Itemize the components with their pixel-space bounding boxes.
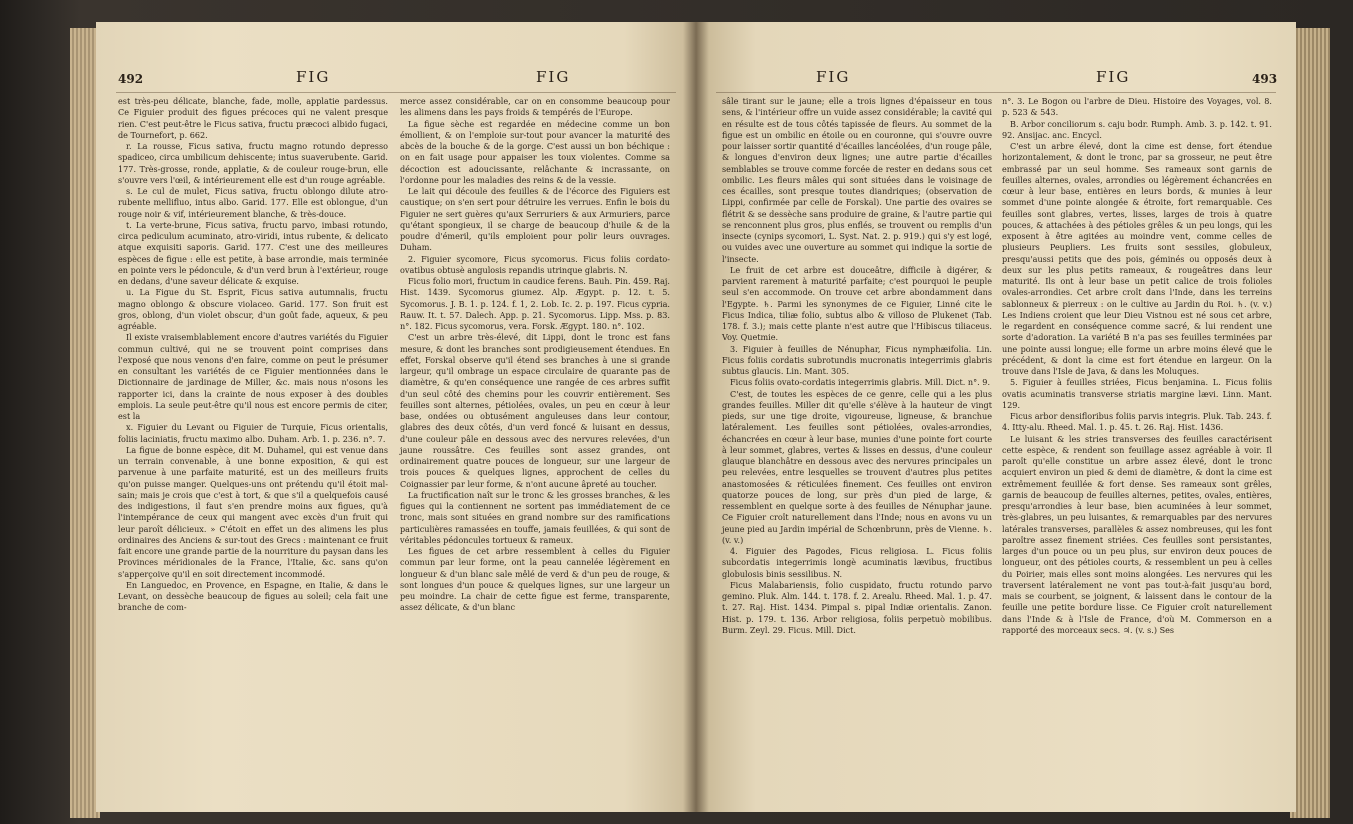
page-number-right: 493 [1252, 72, 1278, 86]
header-rule [716, 92, 1276, 93]
paragraph: 2. Figuier sycomore, Ficus sycomorus. Ficus foliis cordato-ovatibus obtusè angulosis repandis utrinque glabris. N. [400, 253, 670, 275]
paragraph: 3. Figuier à feuilles de Nénuphar, Ficus nymphæifolia. Lin. Ficus foliis cordatis subrotundis mucronatis integerrimis glabris subtus glaucis. Lin. Mant. 305. [722, 343, 992, 376]
paragraph: B. Arbor conciliorum s. caju bodr. Rumph. Amb. 3. p. 142. t. 91. 92. Ansijac. anc. Encycl. [1002, 118, 1272, 140]
paragraph: Le luisant & les stries transverses des feuilles caractérisent cette espèce, & rendent son feuillage assez agréable à voir. Il paroît qu'elle constitue un arbre assez élevé, dont le tronc acquiert environ un pied & demi de diamètre, & dont la cime est extrêmement feuillée & fort dense. Ses rameaux sont grêles, garnis de beaucoup de feuilles alternes, petites, ovales, entières, presqu'arrondies à leur base, bien acuminées à leur sommet, très-glabres, un peu luisantes, & remarquables par des nervures latérales transverses, parallèles & assez nombreuses, qui les font paroître assez finement striées. Ces feuilles sont persistantes, larges d'un pouce ou un peu plus, sur environ deux pouces de longueur, ont des pétioles courts, & ressemblent un peu à celles du Poirier, mais elles sont moins alongées. Les nervures qui les traversent latéralement ne vont pas tout-à-fait jusqu'au bord, mais se courbent, se joignent, & laissent dans le contour de la feuille une petite bordure lisse. Ce Figuier croît naturellement dans l'Inde & à l'Isle de France, d'où M. Commerson en a rapporté des morceaux secs. ♃. (v. s.) Ses [1002, 433, 1272, 635]
paragraph: La figue sèche est regardée en médecine comme un bon émollient, & on l'emploie sur-tout pour avancer la maturité des abcès de la bouche & de la gorge. C'est aussi un bon béchique : on en fait usage pour appaiser les toux violentes. Comme sa décoction est adoucissante, relâchante & incrassante, on l'ordonne pour les maladies des reins & de la vessie. [400, 118, 670, 185]
paragraph: Les figues de cet arbre ressemblent à celles du Figuier commun par leur forme, ont la peau cannelée légèrement en longueur & d'un blanc sale mêlé de verd & d'un peu de rouge, & sont longues d'un pouce & quelques lignes, sur une largeur un peu moindre. La chair de cette figue est ferme, transparente, assez délicate, & d'un blanc [400, 546, 670, 613]
running-header-left-2: FIG [536, 68, 571, 86]
paragraph: t. La verte-brune, Ficus sativa, fructu parvo, imbasi rotundo, circa pediculum acuminato, atro-viridi, intus rubente, & delicato atque exquisiti saporis. Garid. 177. C'est une des meilleures espèces de figue : elle est petite, à base arrondie, mais terminée en pointe vers le pédoncule, & d'un verd brun à l'extérieur, rouge en dedans, d'une saveur délicate & exquise. [118, 219, 388, 286]
header-rule [116, 92, 676, 93]
paragraph: r. La rousse, Ficus sativa, fructu magno rotundo depresso spadiceo, circa umbilicum dehiscente; intus suaverubente. Garid. 177. Très-grosse, ronde, applatie, & de couleur rouge-brun, elle s'ouvre vers l'œil, & intérieurement elle est d'un rouge agréable. [118, 141, 388, 185]
paragraph: La fructification naît sur le tronc & les grosses branches, & les figues qui la contiennent ne sortent pas immédiatement de ce tronc, mais sont situées en grand nombre sur des ramifications particulières ramassées en touffe, jamais feuillées, & qui sont de véritables pédoncules tortueux & rameux. [400, 489, 670, 545]
paragraph: Il existe vraisemblablement encore d'autres variétés du Figuier commun cultivé, qui ne se trouvent point comprises dans l'exposé que nous venons d'en faire, comme on peut le présumer en consultant les variétés de ce Figuier mentionnées dans le Dictionnaire de jardinage de Miller, &c. mais nous n'osons les rapporter ici, dans la crainte de nous exposer à des doubles emplois. La seule peut-être qu'il nous est encore permis de citer, est la [118, 332, 388, 421]
running-header-left-1: FIG [296, 68, 331, 86]
paragraph: Ficus foliis ovato-cordatis integerrimis glabris. Mill. Dict. n°. 9. [730, 377, 991, 388]
paragraph: La figue de bonne espèce, dit M. Duhamel, qui est venue dans un terrain convenable, à une bonne exposition, & qui est parvenue à une parfaite maturité, est un des meilleurs fruits qu'on puisse manger. Quelques-uns ont prétendu qu'il étoit mal-sain; mais je crois que c'est à tort, & que s'il a quelquefois causé des indigestions, il faut s'en prendre moins aux figues, qu'à l'intempérance de ceux qui mangent avec excès d'un fruit qui leur paroît délicieux. » C'étoit en effet un des alimens les plus ordinaires des Anciens & sur-tout des Grecs : maintenant ce fruit fait encore une grande partie de la nourriture du paysan dans les Provinces méridionales de la France, l'Italie, &c. sans qu'on s'apperçoive qu'il en soit directement incommodé. [118, 444, 388, 579]
paragraph: Le fruit de cet arbre est douceâtre, difficile à digérer, & parvient rarement à maturité parfaite; c'est pourquoi le peuple seul s'en accommode. On trouve cet arbre abondamment dans l'Egypte. ♄. Parmi les synonymes de ce Figuier, Linné cite le Ficus Indica, tiliæ folio, subtus albo & villoso de Plukenet (Tab. 178. f. 3.); mais cette plante n'est autre que l'Hibiscus tiliaceus. Voy. Quetmie. [722, 264, 992, 343]
page-number-left: 492 [118, 72, 144, 86]
paragraph: 4. Figuier des Pagodes, Ficus religiosa. L. Ficus foliis subcordatis integerrimis longè acuminatis lævibus, fructibus globulosis binis sessilibus. N. [722, 546, 992, 579]
paragraph: Le lait qui découle des feuilles & de l'écorce des Figuiers est caustique; on s'en sert pour détruire les verrues. Enfin le bois du Figuier ne sert guères qu'aux Serruriers & aux Armuriers, parce qu'étant spongieux, il se charge de beaucoup d'huile & de la poudre d'émeril, qu'ils emploient pour polir leurs ouvrages. Duham. [400, 186, 670, 253]
paragraph: C'est un arbre très-élevé, dit Lippi, dont le tronc est fans mesure, & dont les branches sont prodigieusement étendues. En effet, Forskal observe qu'il étend ses branches à une si grande largeur, qu'il ombrage un espace circulaire de quarante pas de diamètre, & qu'en conséquence une rangée de ces arbres suffit d'un seul côté des chemins pour les couvrir entièrement. Ses feuilles sont alternes, pétiolées, ovales, un peu en cœur à leur base, ondées ou obtusément anguleuses dans leur contour, glabres des deux côtés, d'un verd foncé & luisant en dessus, d'une couleur pâle en dessous avec des nervures relevées, d'un jaune roussâtre. Ces feuilles sont assez grandes, ont ordinairement quatre pouces de longueur, sur une largeur de trois pouces & quelques lignes, approchent de celles du Coignassier par leur forme, & n'ont aucune âpreté au toucher. [400, 332, 670, 489]
left-page-column-2 [400, 96, 670, 614]
right-page [696, 22, 1296, 812]
paragraph: est très-peu délicate, blanche, fade, molle, applatie pardessus. Ce Figuier produit des figues précoces qui ne valent presque rien. C'est peut-être le Ficus sativa, fructu præcoci albido fugaci, de Tournefort, p. 662. [118, 96, 388, 140]
paragraph: C'est un arbre élevé, dont la cime est dense, fort étendue horizontalement, & dont le tronc, par sa grosseur, ne peut être embrassé par un seul homme. Ses rameaux sont garnis de feuilles alternes, ovales, arrondies ou légèrement échancrées en cœur à leur base, entières en leurs bords, & munies à leur sommet d'une pointe alongée & étroite, fort remarquable. Ces feuilles sont glabres, vertes, lisses, larges de trois à quatre pouces, & attachées à des pétioles grêles & un peu longs, qui les exposent à être agitées au moindre vent, comme celles de plusieurs Peupliers. Les fruits sont sessiles, globuleux, presqu'aussi petits que des pois, géminés ou opposés deux à deux sur les plus petits rameaux, & rougeâtres dans leur maturité. Ils ont à leur base un petit calice de trois folioles ovales-arrondies. Cet arbre croît dans l'Inde, dans les terreins sablonneux & pierreux : on le cultive au Jardin du Roi. ♄. (v. v.) Les Indiens croient que leur Dieu Vistnou est né sous cet arbre, le regardent en conséquence comme sacré, & lui rendent une sorte d'adoration. La variété B n'a pas ses feuilles terminées par une pointe aussi longue; elle forme un arbre moins élevé que le précédent, & dont la cime est fort étendue en largeur. On la trouve dans l'Isle de Java, & dans les Moluques. [1002, 141, 1272, 376]
right-page-column-1 [722, 96, 992, 636]
paragraph: u. La Figue du St. Esprit, Ficus sativa autumnalis, fructu magno oblongo & obscure violaceo. Garid. 177. Son fruit est gros, oblong, d'un violet obscur, d'un goût fade, aqueux, & peu agréable. [118, 287, 388, 331]
paragraph: 5. Figuier à feuilles striées, Ficus benjamina. L. Ficus foliis ovatis acuminatis transverse striatis margine lævi. Linn. Mant. 129. [1002, 377, 1272, 410]
right-page-column-2 [1002, 96, 1272, 636]
paragraph: Ficus folio mori, fructum in caudice ferens. Bauh. Pin. 459. Raj. Hist. 1439. Sycomorus giumez. Alp. Ægypt. p. 12. t. 5. Sycomorus. J. B. 1. p. 124. f. 1, 2. Lob. Ic. 2. p. 197. Ficus cypria. Rauw. It. t. 57. Dalech. App. p. 21. Sycomorus. Lipp. Mss. p. 83. n°. 182. Ficus sycomorus, vera. Forsk. Ægypt. 180. n°. 102. [400, 276, 670, 331]
paragraph: Ficus Malabariensis, folio cuspidato, fructu rotundo parvo gemino. Pluk. Alm. 144. t. 178. f. 2. Arealu. Rheed. Mal. 1. p. 47. t. 27. Raj. Hist. 1434. Pimpal s. pipal Indiæ orientalis. Zanon. Hist. p. 179. t. 136. Arbor religiosa, foliis perpetuò mobilibus. Burm. Zeyl. 29. Ficus. Mill. Dict. [722, 579, 992, 635]
paragraph: En Languedoc, en Provence, en Espagne, en Italie, & dans le Levant, on dessèche beaucoup de figues au soleil; cela fait une branche de com- [118, 579, 388, 613]
left-page [96, 22, 696, 812]
paragraph: sâle tirant sur le jaune; elle a trois lignes d'épaisseur en tous sens, & l'intérieur offre un vuide assez considérable; la cavité qui en résulte est de tous côtés tapissée de fleurs. Au sommet de la figue est un ombilic en étoile ou en couronne, qui s'ouvre ouvre pour laisser sortir quantité d'écailles lancéolées, d'un rouge pâle, & longues d'environ deux lignes; une autre partie d'écailles semblables se trouve comme forcée de rester en dedans sous cet ombilic. Les fleurs mâles qui sont situées dans le voisinage de ces écailles, sont presque toutes diandriques; (observation de Lippi, confirmée par celle de Forskal). Une partie des ovaires se flétrit & se dessèche sans produire de graine, & l'autre partie qui se renconnent plus gros, plus enflés, se trouvent ou remplis d'un insecte (cynips sycomori, L. Syst. Nat. 2. p. 919.) qui s'y est logé, ou vuides avec une ouverture au sommet qui indique la sortie de l'insecte. [722, 96, 992, 264]
running-header-right-1: FIG [816, 68, 851, 86]
paragraph: s. Le cul de mulet, Ficus sativa, fructu oblongo dilute atro-rubente mellifluo, intus albo. Garid. 177. Elle est oblongue, d'un rouge noir & vif, intérieurement blanche, & très-douce. [118, 186, 388, 219]
running-header-right-2: FIG [1096, 68, 1131, 86]
book-edge-right [1290, 28, 1330, 818]
paragraph: n°. 3. Le Bogon ou l'arbre de Dieu. Histoire des Voyages, vol. 8. p. 523 & 543. [1002, 96, 1272, 118]
book-gutter [683, 22, 709, 812]
paragraph: merce assez considérable, car on en consomme beaucoup pour les alimens dans les pays froids & tempérés de l'Europe. [400, 96, 670, 118]
paragraph: x. Figuier du Levant ou Figuier de Turquie, Ficus orientalis, foliis laciniatis, fructu maximo albo. Duham. Arb. 1. p. 236. n°. 7. [118, 422, 388, 444]
paragraph: C'est, de toutes les espèces de ce genre, celle qui a les plus grandes feuilles. Miller dit qu'elle s'élève à la hauteur de vingt pieds, sur une tige droite, vigoureuse, ligneuse, & branchue latéralement. Les feuilles sont pétiolées, ovales-arrondies, échancrées en cœur à leur base, munies d'une pointe fort courte à leur sommet, glabres, vertes & lisses en dessus, d'une couleur glauque blanchâtre en dessous avec des nervures principales un peu relevées, entre lesquelles se trouvent d'autres plus petites anastomosées & réticulées finement. Ces feuilles ont environ quatorze pouces de long, sur près d'un pied de large, & ressemblent en quelque sorte à des feuilles de Nénuphar jaune. Ce Figuier croît naturellement dans l'Inde; nous en avons vu un jeune pied au Jardin impérial de Schœnbrunn, près de Vienne. ♄. (v. v.) [722, 388, 992, 545]
paragraph: Ficus arbor densifloribus foliis parvis integris. Pluk. Tab. 243. f. 4. Itty-alu. Rheed. Mal. 1. p. 45. t. 26. Raj. Hist. 1436. [1002, 411, 1272, 433]
left-page-column-1 [118, 96, 388, 614]
